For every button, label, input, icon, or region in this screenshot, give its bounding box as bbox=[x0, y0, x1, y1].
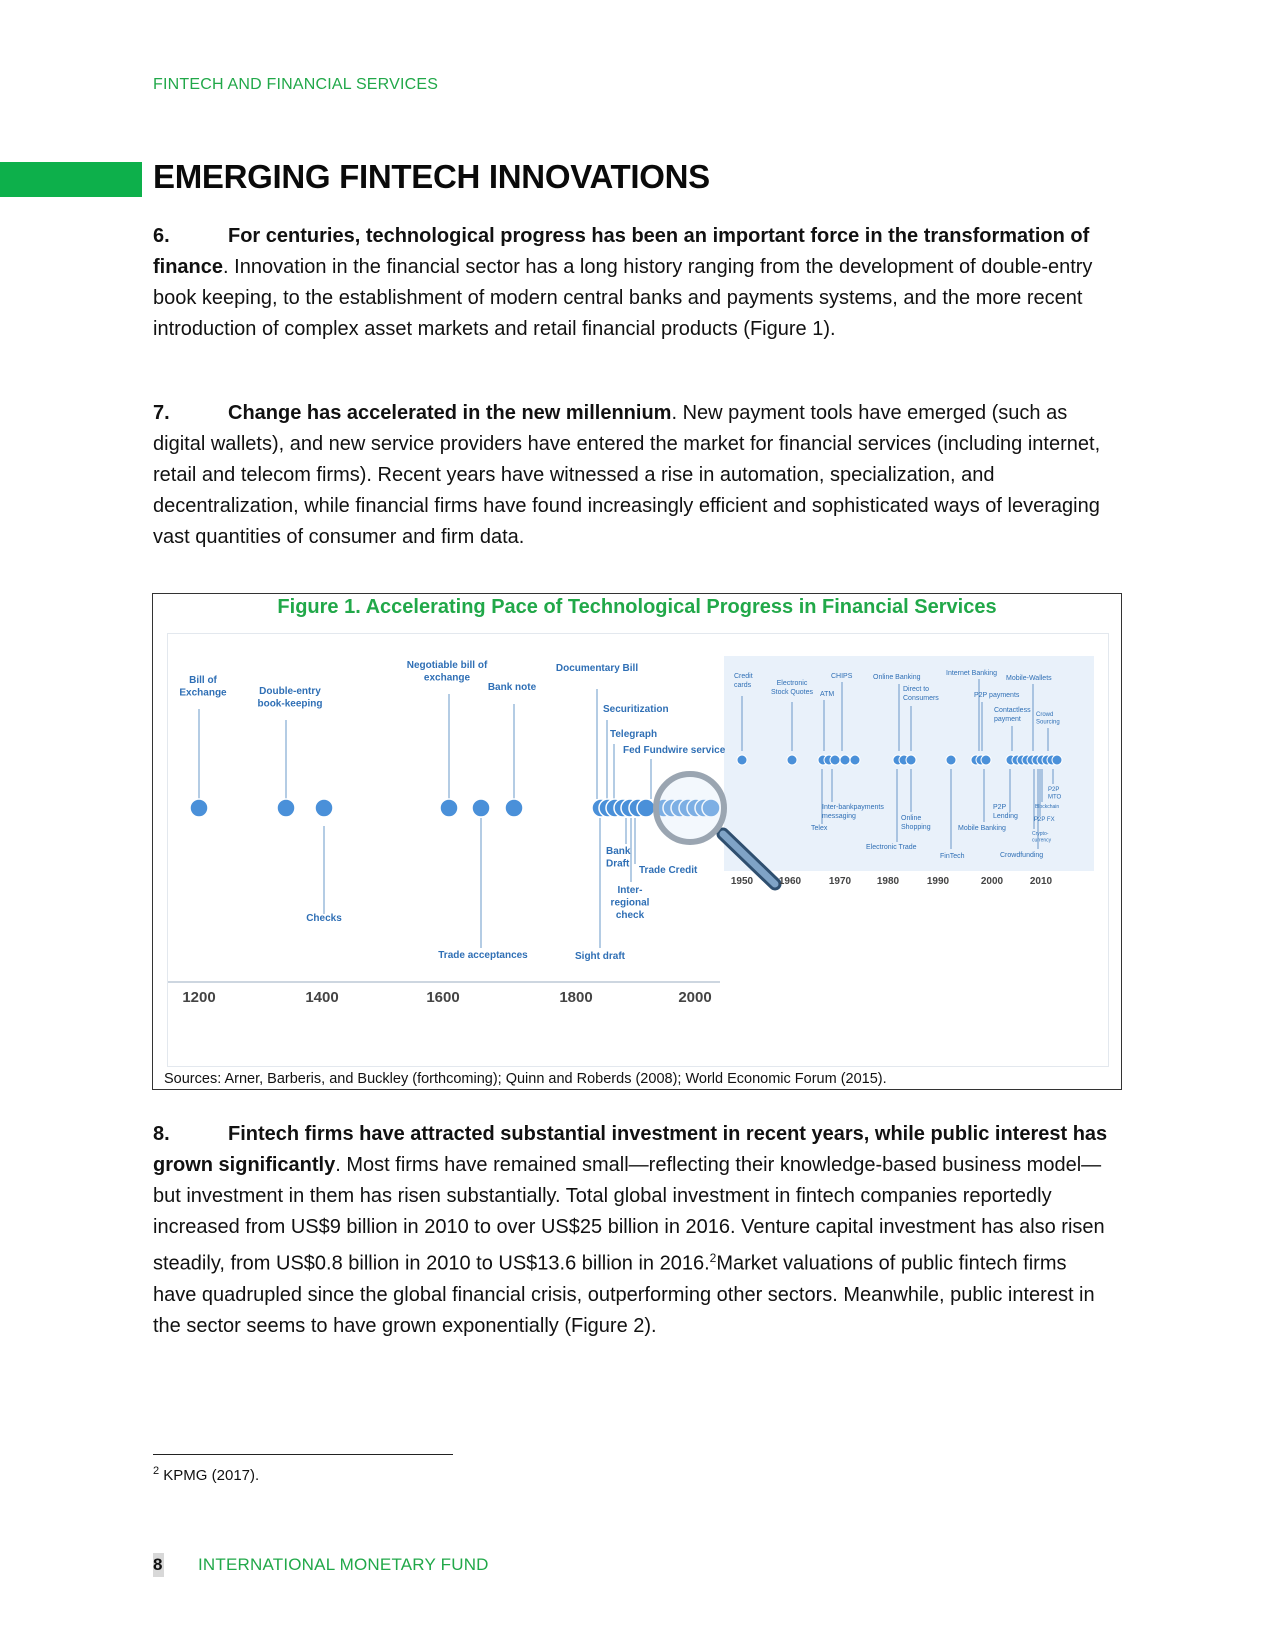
figure-title: Figure 1. Accelerating Pace of Technological Progress in Financial Services bbox=[277, 596, 997, 618]
main-event-dot bbox=[637, 799, 655, 817]
zoom-axis-tick-label: 1990 bbox=[926, 876, 950, 887]
paragraph-number: 7. bbox=[153, 402, 170, 424]
zoom-event-label: FinTech bbox=[940, 853, 965, 860]
footer-organization: INTERNATIONAL MONETARY FUND bbox=[198, 1555, 489, 1574]
main-event-label: Negotiable bill of exchange bbox=[406, 660, 488, 684]
paragraph-7 bbox=[153, 398, 1113, 553]
figure-sources: Sources: Arner, Barberis, and Buckley (forthcoming); Quinn and Roberds (2008); World Economic Forum (2015). bbox=[164, 1071, 887, 1087]
main-axis-tick-label: 1200 bbox=[182, 989, 216, 1006]
main-event-label: Checks bbox=[306, 913, 342, 924]
main-event-label: Telegraph bbox=[610, 729, 658, 740]
main-event-label: Double-entry book-keeping bbox=[257, 686, 323, 710]
footnote-divider bbox=[153, 1454, 453, 1455]
footnote-number: 2 bbox=[153, 1465, 160, 1477]
zoom-event-label: P2P MTO bbox=[1048, 787, 1062, 801]
footnote bbox=[153, 1465, 259, 1484]
timeline-svg bbox=[168, 634, 1108, 1066]
main-event-label: Trade Credit bbox=[639, 865, 698, 876]
zoom-event-dot bbox=[737, 755, 747, 765]
paragraph-body: . New payment tools have emerged (such as digital wallets), and new service providers have entered the market for financial services (including internet, retail and telecom firms). Recent years have witnessed a rise in automation, specialization, and decentralization, while financial firms have found increasingly efficient and sophisticated ways of leveraging vast quantities of consumer and firm data. bbox=[153, 402, 1101, 548]
main-event-label: Securitization bbox=[603, 704, 669, 715]
footnote-reference[interactable]: 2 bbox=[709, 1251, 717, 1265]
zoom-axis-tick-label: 1960 bbox=[778, 876, 802, 887]
zoom-event-label: ATM bbox=[820, 691, 835, 698]
zoom-axis-tick-label: 2010 bbox=[1029, 876, 1053, 887]
paragraph-number: 8. bbox=[153, 1123, 170, 1145]
zoom-event-label: P2P payments bbox=[974, 692, 1020, 699]
paragraph-number: 6. bbox=[153, 225, 170, 247]
magnifier-lens-icon bbox=[656, 774, 724, 842]
main-axis-tick-label: 1600 bbox=[426, 989, 460, 1006]
paragraph-lead: Change has accelerated in the new millennium bbox=[228, 402, 672, 424]
zoom-event-label: Mobile-Wallets bbox=[1006, 675, 1052, 682]
main-event-label: Documentary Bill bbox=[555, 663, 639, 674]
section-title: EMERGING FINTECH INNOVATIONS bbox=[153, 158, 710, 195]
paragraph-8 bbox=[153, 1119, 1113, 1342]
zoom-axis-tick-label: 1950 bbox=[730, 876, 754, 887]
paragraph-lead: For centuries, technological progress has been an important force in the transformation of finance bbox=[153, 225, 1090, 278]
main-event-dot bbox=[277, 799, 295, 817]
zoom-event-label: Internet Banking bbox=[946, 670, 997, 677]
paragraph-body-continued: Market valuations of public fintech firms have quadrupled since the global financial crisis, outperforming other sectors. Meanwhile, public interest in the sector seems to have grown exponentially (Figure 2). bbox=[153, 1252, 1095, 1337]
zoom-event-label: Credit cards bbox=[734, 673, 753, 689]
footnote-text: KPMG (2017). bbox=[163, 1467, 260, 1484]
main-event-dot bbox=[440, 799, 458, 817]
zoom-event-label: P2P FX bbox=[1034, 817, 1055, 823]
main-event-label: Fed Fundwire service bbox=[623, 745, 726, 756]
zoom-axis-tick-label: 1970 bbox=[828, 876, 852, 887]
zoom-event-label: CHIPS bbox=[831, 673, 853, 680]
page-number: 8 bbox=[153, 1553, 164, 1577]
zoom-event-label: Electronic Stock Quotes bbox=[770, 680, 814, 696]
main-event-dot bbox=[190, 799, 208, 817]
main-event-dot bbox=[315, 799, 333, 817]
zoom-event-label: Blockchain bbox=[1035, 804, 1060, 810]
main-event-dot bbox=[472, 799, 490, 817]
zoom-event-label: Contactless payment bbox=[994, 707, 1031, 723]
zoom-event-label: Crowdfunding bbox=[1000, 852, 1044, 859]
timeline-graphic bbox=[167, 633, 1109, 1067]
zoom-event-label: Inter-bankpayments messaging bbox=[822, 804, 884, 820]
main-event-dot bbox=[505, 799, 523, 817]
zoom-event-dot bbox=[946, 755, 956, 765]
zoom-event-dot bbox=[850, 755, 860, 765]
zoom-event-dot bbox=[830, 755, 840, 765]
main-event-label: Sight draft bbox=[575, 951, 625, 962]
zoom-event-dot bbox=[787, 755, 797, 765]
zoom-event-label: Crypto-currency bbox=[1032, 831, 1052, 844]
zoom-axis-tick-label: 1980 bbox=[876, 876, 900, 887]
zoom-event-dot bbox=[981, 755, 991, 765]
zoom-event-label: Crowd Sourcing bbox=[1036, 712, 1060, 726]
main-axis-tick-label: 2000 bbox=[678, 989, 712, 1006]
running-header: FINTECH AND FINANCIAL SERVICES bbox=[153, 76, 439, 93]
main-event-label: Bill of Exchange bbox=[179, 675, 227, 699]
main-event-label: Trade acceptances bbox=[438, 950, 528, 961]
zoom-event-label: Electronic Trade bbox=[866, 844, 917, 851]
zoom-event-dot bbox=[1052, 755, 1062, 765]
section-accent-bar bbox=[0, 162, 142, 197]
zoom-event-label: Telex bbox=[811, 825, 828, 832]
zoom-event-dot bbox=[840, 755, 850, 765]
main-event-label: Bank note bbox=[487, 682, 537, 693]
paragraph-body: . Most firms have remained small—reflecting their knowledge-based business model—but investment in them has risen substantially. Total global investment in fintech companies reportedly increased from US$9 billion in 2010 to over US$25 billion in 2016. Venture capital investment has also risen steadily, from US$0.8 billion in 2010 to US$13.6 billion in 2016. bbox=[153, 1154, 1105, 1275]
main-event-label: Bank Draft bbox=[606, 846, 631, 870]
paragraph-lead: Fintech firms have attracted substantial investment in recent years, while public interest has grown significantly bbox=[153, 1123, 1108, 1176]
paragraph-6 bbox=[153, 221, 1113, 345]
zoom-event-label: Direct to Consumers bbox=[903, 686, 939, 702]
zoom-event-label: Online Banking bbox=[873, 674, 921, 681]
main-event-label: Inter-regional check bbox=[610, 885, 650, 921]
figure-1 bbox=[152, 593, 1122, 1090]
main-axis-tick-label: 1800 bbox=[559, 989, 593, 1006]
zoom-event-label: Mobile Banking bbox=[958, 825, 1006, 832]
zoom-event-label: P2P Lending bbox=[993, 804, 1018, 820]
paragraph-body: . Innovation in the financial sector has a long history ranging from the development of double-entry book keeping, to the establishment of modern central banks and payments systems, and the more recent introduction of complex asset markets and retail financial products (Figure 1). bbox=[153, 256, 1093, 340]
zoom-event-dot bbox=[906, 755, 916, 765]
zoom-event-label: Online Shopping bbox=[901, 815, 931, 831]
main-axis-tick-label: 1400 bbox=[305, 989, 339, 1006]
zoom-axis-tick-label: 2000 bbox=[980, 876, 1004, 887]
